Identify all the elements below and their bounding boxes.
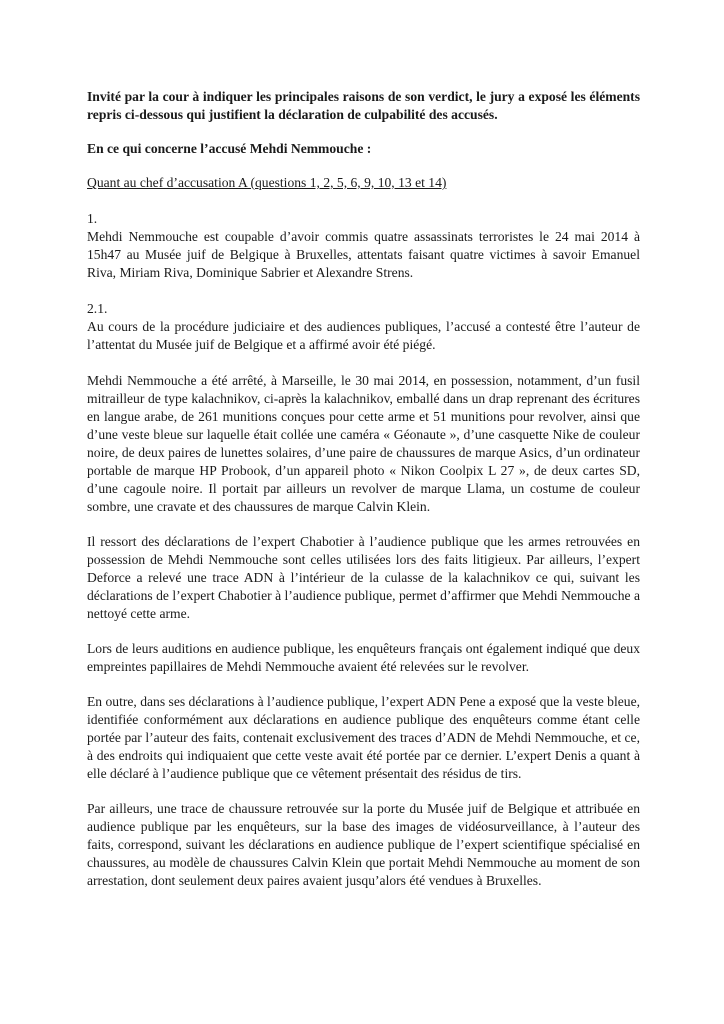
point-paragraph: Au cours de la procédure judiciaire et des audiences publiques, l’accusé a contesté être l’auteur de l’attentat du Musée juif de Belgique et a affirmé avoir été piégé. [87,319,640,352]
section-heading: En ce qui concerne l’accusé Mehdi Nemmouche : [87,141,372,156]
body-paragraph: En outre, dans ses déclarations à l’audience publique, l’expert ADN Pene a exposé que la veste bleue, identifiée conformément aux déclarations en audience publique des enquêteurs comme étant celle portée par l’auteur des faits, contenait exclusivement des traces d’ADN de Mehdi Nemmouche, et ce, à des endroits qui indiquaient que cette veste avait été portée par ce dernier. L’expert Denis a quant à elle déclaré à l’audience publique que ce vêtement présentait des résidus de tirs. [87,694,640,781]
body-paragraph: Il ressort des déclarations de l’expert Chabotier à l’audience publique que les armes retrouvées en possession de Mehdi Nemmouche sont celles utilisées lors des faits litigieux. Par ailleurs, l’expert Deforce a relevé une trace ADN à l’intérieur de la culasse de la kalachnikov ce qui, suivant les déclarations de l’expert Chabotier à l’audience publique, permet d’affirmer que Mehdi Nemmouche a nettoyé cette arme. [87,534,640,621]
intro-paragraph: Invité par la cour à indiquer les principales raisons de son verdict, le jury a exposé les éléments repris ci-dessous qui justifient la déclaration de culpabilité des accusés. [87,89,640,122]
body-paragraph: Lors de leurs auditions en audience publique, les enquêteurs français ont également indiqué que deux empreintes papillaires de Mehdi Nemmouche avaient été relevées sur le revolver. [87,641,640,674]
document-page [87,88,640,907]
point-number: 1. [87,211,98,226]
body-paragraph: Mehdi Nemmouche a été arrêté, à Marseille, le 30 mai 2014, en possession, notamment, d’un fusil mitrailleur de type kalachnikov, ci-après la kalachnikov, emballé dans un drap reprenant des écritures en langue arabe, de 261 munitions conçues pour cette arme et 51 munitions pour revolver, ainsi que d’une veste bleue sur laquelle était collée une caméra « Géonaute », d’une casquette Nike de couleur noire, de deux paires de lunettes solaires, d’une paire de chaussures de marque Asics, d’un ordinateur portable de marque HP Probook, d’un appareil photo « Nikon Coolpix L 27 », de deux cartes SD, d’une cagoule noire. Il portait par ailleurs un revolver de marque Llama, un costume de couleur sombre, une cravate et des chaussures de marque Calvin Klein. [87,373,640,514]
point-number: 2.1. [87,301,108,316]
charge-heading: Quant au chef d’accusation A (questions 1, 2, 5, 6, 9, 10, 13 et 14) [87,175,447,190]
body-paragraph: Par ailleurs, une trace de chaussure retrouvée sur la porte du Musée juif de Belgique et attribuée en audience publique par les enquêteurs, sur la base des images de vidéosurveillance, à l’auteur des faits, correspond, suivant les déclarations en audience publique de l’expert scientifique spécialisé en chaussures, au modèle de chaussures Calvin Klein que portait Mehdi Nemmouche au moment de son arrestation, dont seulement deux paires avaient jusqu’alors été vendues à Bruxelles. [87,801,640,888]
point-paragraph: Mehdi Nemmouche est coupable d’avoir commis quatre assassinats terroristes le 24 mai 2014 à 15h47 au Musée juif de Belgique à Bruxelles, attentats faisant quatre victimes à savoir Emanuel Riva, Miriam Riva, Dominique Sabrier et Alexandre Strens. [87,229,640,280]
